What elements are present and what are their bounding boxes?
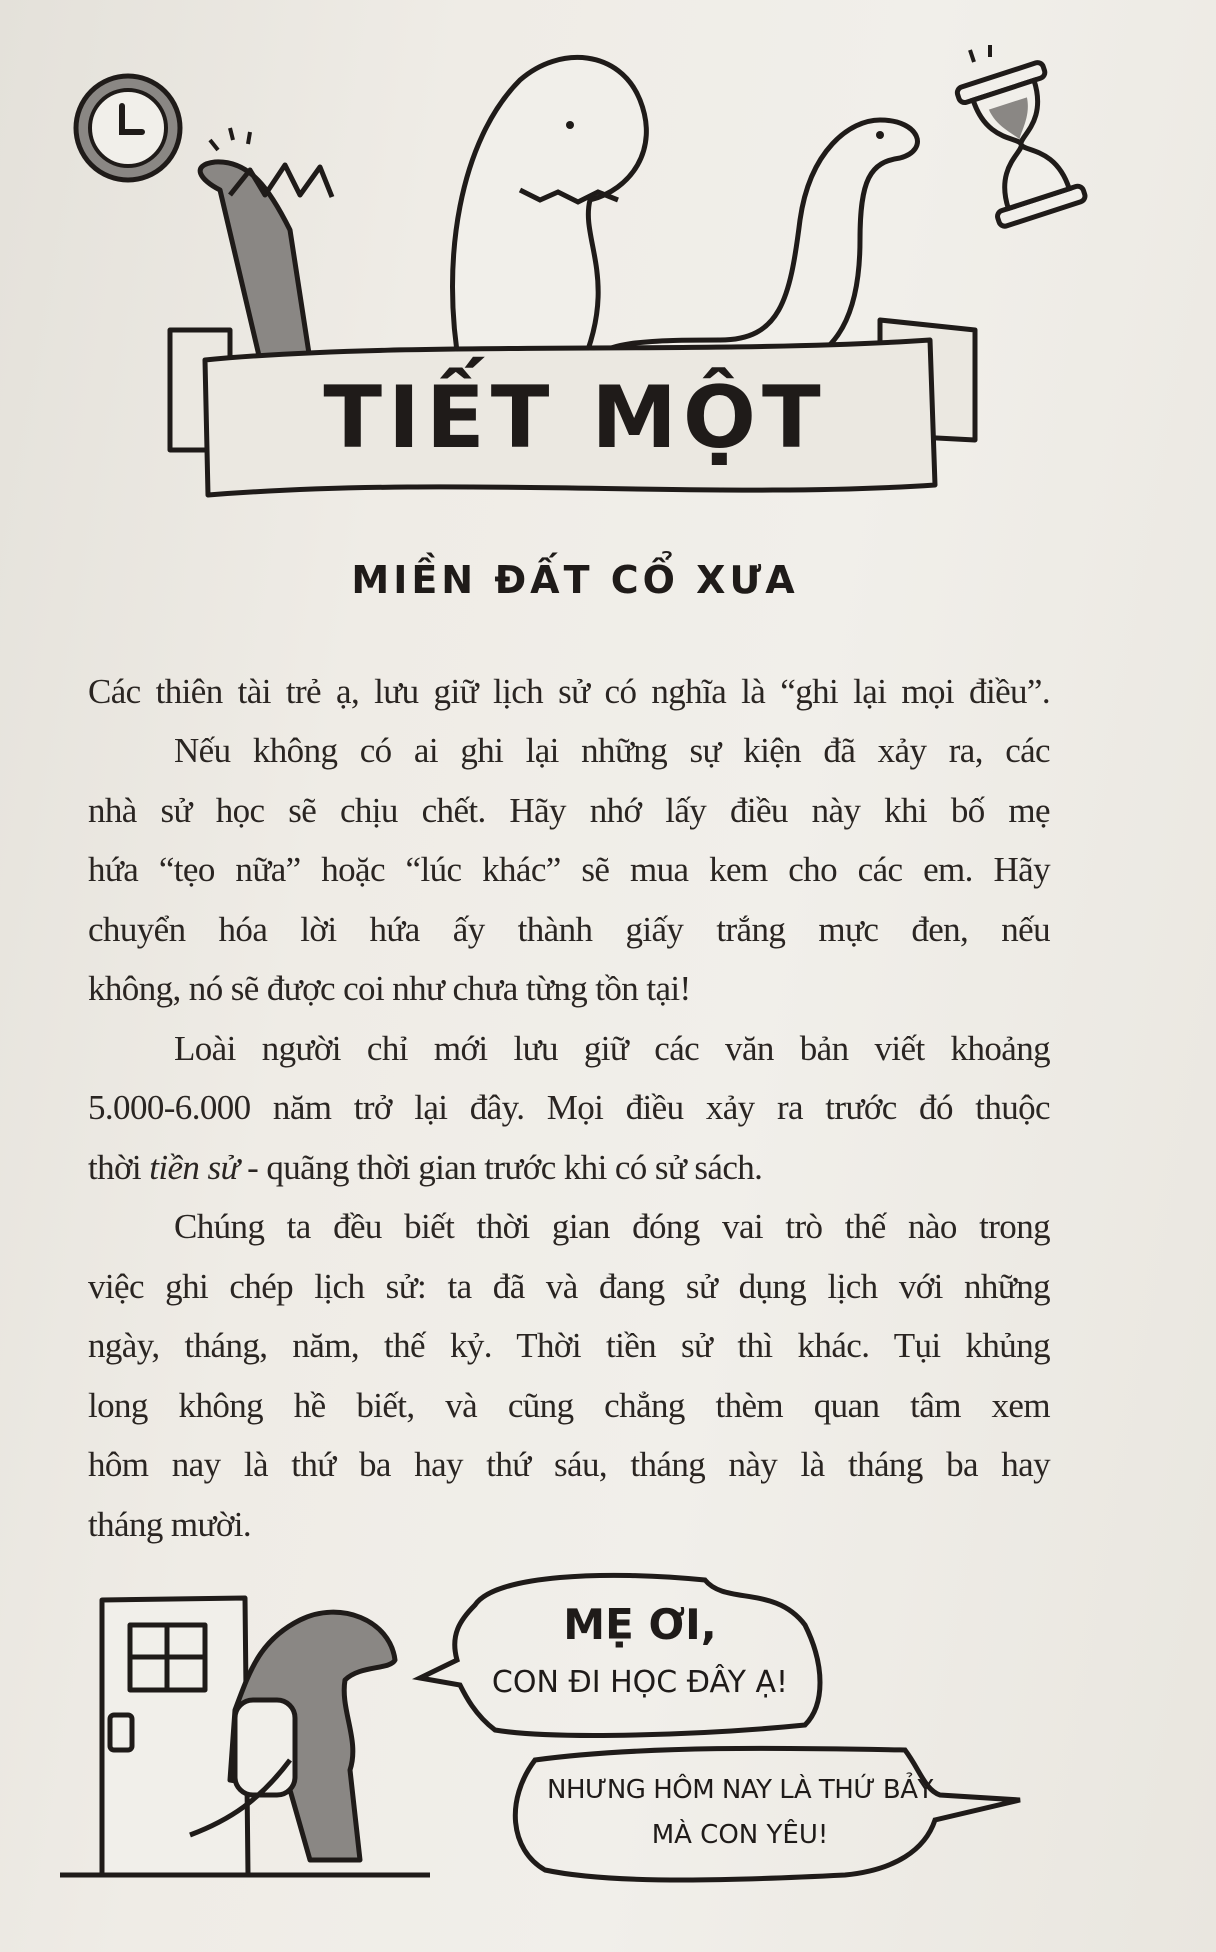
speech-bubble-2 bbox=[495, 1740, 1035, 1890]
dino-at-door-illustration bbox=[60, 1590, 460, 1890]
speech-bubble-1 bbox=[405, 1565, 835, 1745]
paragraph-line: ngày, tháng, năm, thế kỷ. Thời tiền sử thì khác. Tụi khủng bbox=[88, 1326, 1050, 1365]
paragraph-line: 5.000-6.000 năm trở lại đây. Mọi điều xảy ra trước đó thuộc bbox=[88, 1088, 1050, 1127]
chapter-subtitle: MIỀN ĐẤT CỔ XƯA bbox=[351, 558, 799, 602]
paragraph-line bbox=[88, 1148, 1050, 1188]
paragraph-line: tháng mười. bbox=[88, 1505, 252, 1544]
chapter-title: TIẾT MỘT bbox=[323, 368, 827, 468]
bubble1-line2: CON ĐI HỌC ĐÂY Ạ! bbox=[491, 1665, 789, 1700]
paragraph-line: nhà sử học sẽ chịu chết. Hãy nhớ lấy điều này khi bố mẹ bbox=[88, 791, 1050, 830]
paragraph-line: việc ghi chép lịch sử: ta đã và đang sử dụng lịch với những bbox=[88, 1267, 1050, 1306]
paragraph-line: chuyển hóa lời hứa ấy thành giấy trắng mực đen, nếu bbox=[88, 910, 1050, 949]
paragraph-line: long không hề biết, và cũng chẳng thèm quan tâm xem bbox=[88, 1386, 1050, 1425]
paragraph-line: Loài người chỉ mới lưu giữ các văn bản viết khoảng bbox=[174, 1029, 1050, 1068]
paragraph-line: hứa “tẹo nữa” hoặc “lúc khác” sẽ mua kem cho các em. Hãy bbox=[88, 850, 1050, 889]
text-fragment: thời bbox=[88, 1148, 142, 1187]
paragraph-line: Chúng ta đều biết thời gian đóng vai trò thế nào trong bbox=[174, 1207, 1050, 1246]
bubble2-line2: MÀ CON YÊU! bbox=[651, 1820, 829, 1850]
bubble1-line1: MẸ ƠI, bbox=[563, 1600, 717, 1649]
paragraph-line: hôm nay là thứ ba hay thứ sáu, tháng này là tháng ba hay bbox=[88, 1445, 1050, 1484]
italic-term: tiền sử bbox=[149, 1148, 239, 1187]
text-fragment: - quãng thời gian trước khi có sử sách. bbox=[247, 1148, 763, 1187]
paragraph-line: Các thiên tài trẻ ạ, lưu giữ lịch sử có nghĩa là “ghi lại mọi điều”. bbox=[88, 672, 1050, 711]
paragraph-line: Nếu không có ai ghi lại những sự kiện đã xảy ra, các bbox=[174, 731, 1050, 770]
paragraph-line: không, nó sẽ được coi như chưa từng tồn tại! bbox=[88, 969, 691, 1008]
bubble2-line1: NHƯNG HÔM NAY LÀ THỨ BẢY bbox=[547, 1775, 933, 1805]
